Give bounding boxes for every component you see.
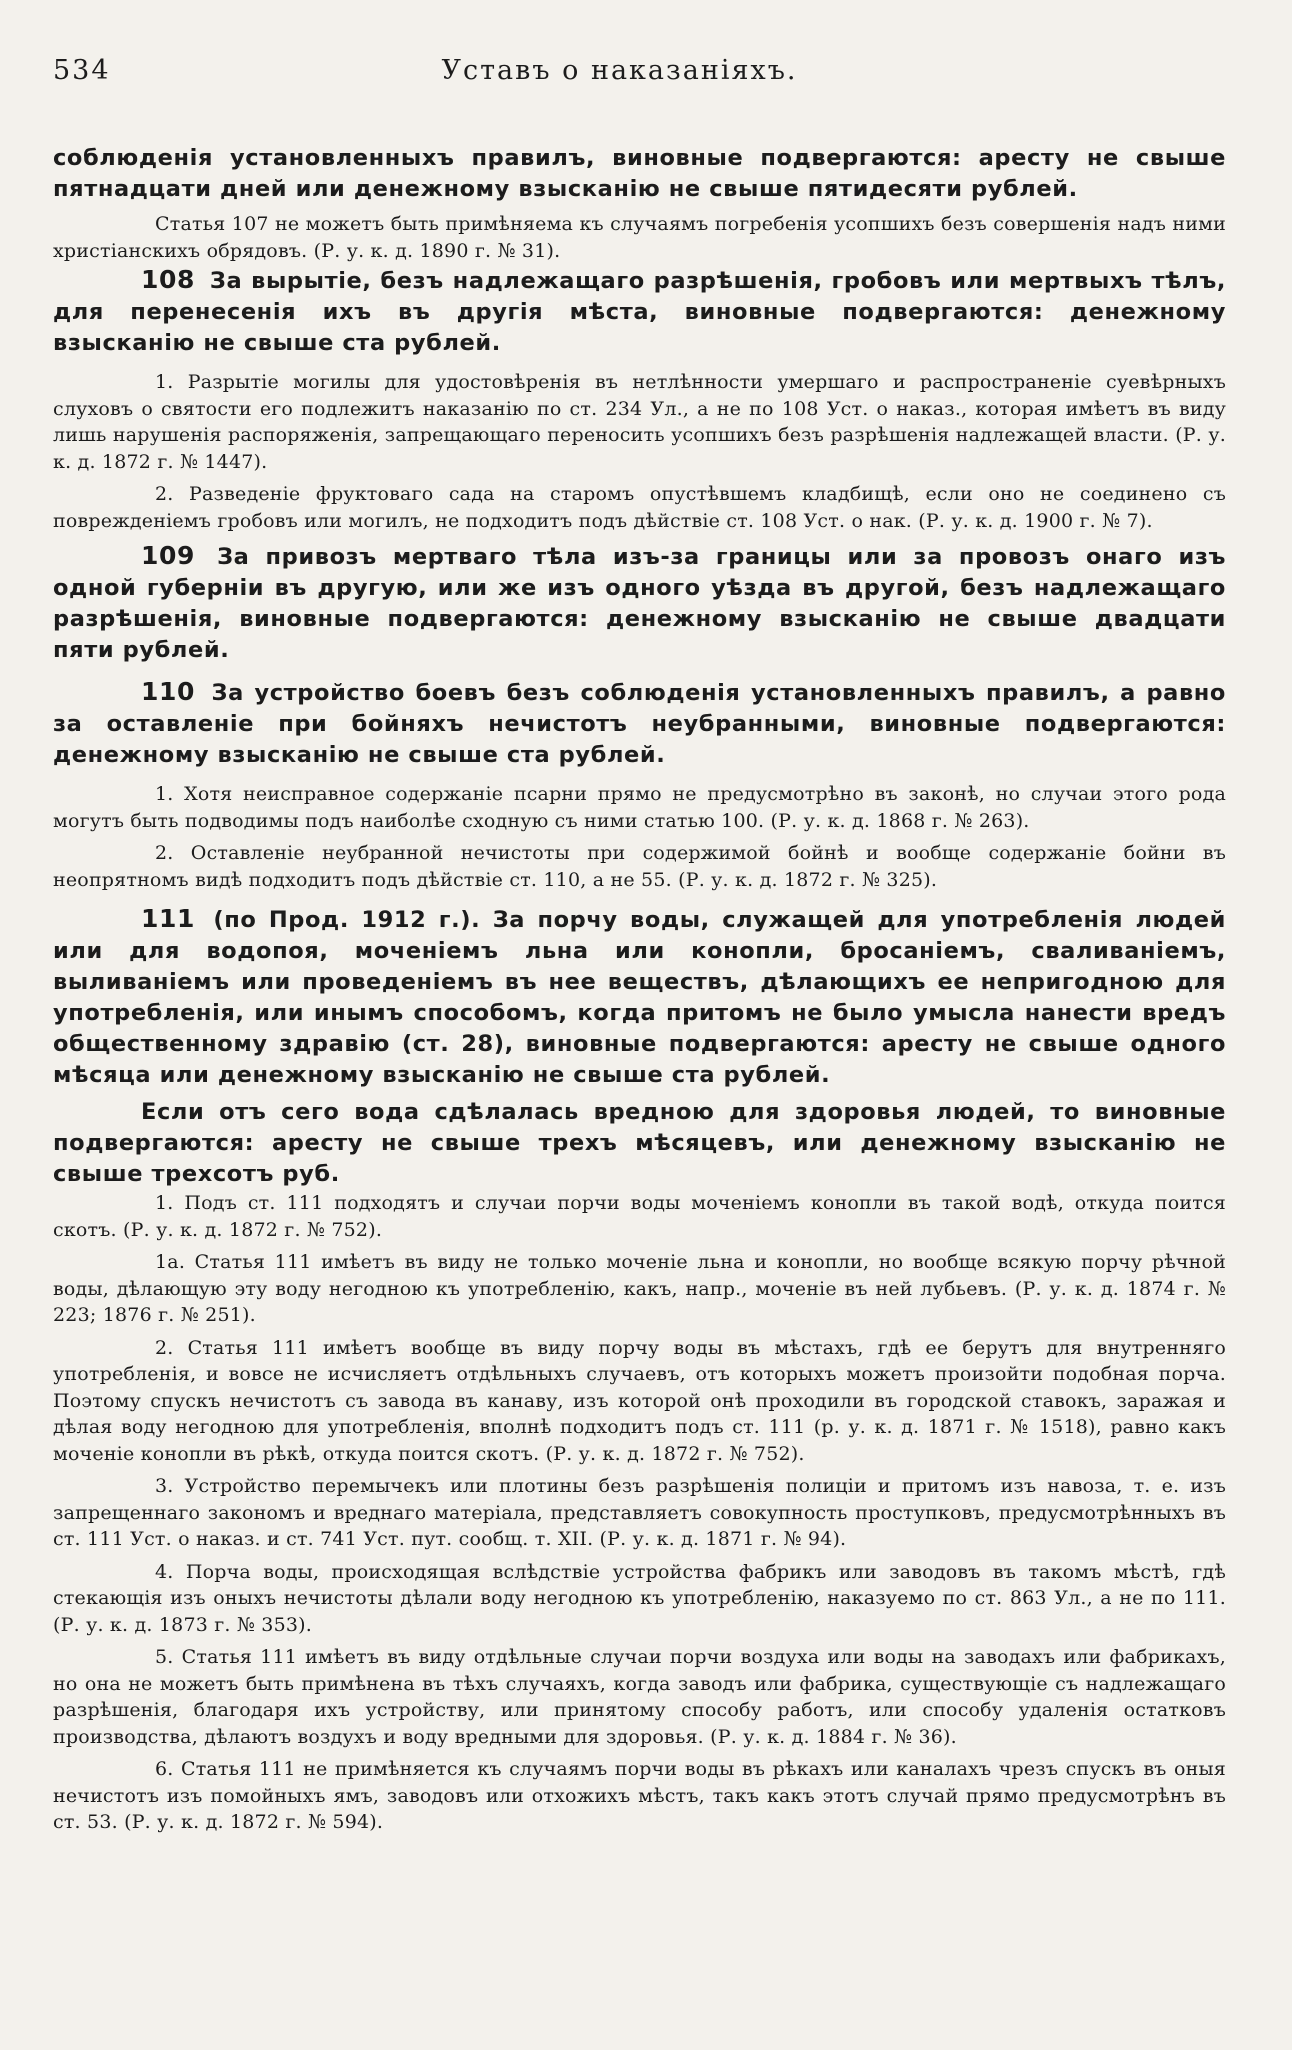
- article-number: 108: [141, 265, 195, 294]
- note-108-2: 2. Разведеніе фруктоваго сада на старомъ опустѣвшемъ кладбищѣ, если оно не соединено съ поврежденіемъ гробовъ или могилъ, не подходитъ подъ дѣйствіе ст. 108 Уст. о нак. (Р. у. к. д. 1900 г. № 7).: [53, 483, 1226, 532]
- note-111-2: 2. Статья 111 имѣетъ вообще въ виду порчу воды въ мѣстахъ, гдѣ ее берутъ для внутренняго употребленія, и вовсе не исчисляетъ отдѣльныхъ случаевъ, отъ которыхъ можетъ произойти подобная порча. Поэтому спускъ нечистотъ съ завода въ канаву, изъ которой онѣ проходили въ городской ставокъ, заражая и дѣлая воду негодною для употребленія, вполнѣ подходитъ подъ ст. 111 (р. у. к. д. 1871 г. № 1518), равно какъ моченіе конопли въ рѣкѣ, откуда поится скотъ. (Р. у. к. д. 1872 г. № 752).: [53, 1336, 1226, 1465]
- note-111-4: 4. Порча воды, происходящая вслѣдствіе устройства фабрикъ или заводовъ въ такомъ мѣстѣ, гдѣ стекающія изъ оныхъ нечистоты дѣлали воду негодною къ употребленію, наказуемо по ст. 863 Ул., а не по 111. (Р. у. к. д. 1873 г. № 353).: [53, 1560, 1226, 1636]
- note-111-5: 5. Статья 111 имѣетъ въ виду отдѣльные случаи порчи воздуха или воды на заводахъ или фабрикахъ, но она не можетъ быть примѣнена въ тѣхъ случаяхъ, когда заводъ или фабрика, существующіе съ надлежащаго разрѣшенія, благодаря ихъ устройству, или принятому способу работъ, или способу удаленія остатковъ производства, дѣлаютъ воздухъ и воду вредными для здоровья. (Р. у. к. д. 1884 г. № 36).: [53, 1646, 1226, 1748]
- article-number: 109: [141, 541, 195, 570]
- article-108: [53, 264, 1226, 359]
- article-111: [53, 903, 1226, 1091]
- note-110-1: 1. Хотя неисправное содержаніе псарни прямо не предусмотрѣно въ законѣ, но случаи этого рода могутъ быть подводимы подъ наиболѣе сходную съ ними статью 100. (Р. у. к. д. 1868 г. № 263).: [53, 783, 1226, 832]
- note-108-1: 1. Разрытіе могилы для удостовѣренія въ нетлѣнности умершаго и распространеніе суевѣрныхъ слуховъ о святости его подлежитъ наказанію по ст. 234 Ул., а не по 108 Уст. о наказ., которая имѣетъ въ виду лишь нарушенія распоряженія, запрещающаго переносить усопшихъ безъ разрѣшенія надлежащей власти. (Р. у. к. д. 1872 г. № 1447).: [53, 371, 1226, 473]
- article-number: 111: [141, 904, 195, 933]
- article-text: За привозъ мертваго тѣла изъ-за границы или за провозъ онаго изъ одной губерніи въ другую, или же изъ одного уѣзда въ другой, безъ надлежащаго разрѣшенія, виновные подвергаются: денежному взысканію не свыше двадцати пяти рублей.: [53, 544, 1226, 663]
- note-110-2: 2. Оставленіе неубранной нечистоты при содержимой бойнѣ и вообще содержаніе бойни въ неопрятномъ видѣ подходитъ подъ дѣйствіе ст. 110, а не 55. (Р. у. к. д. 1872 г. № 325).: [53, 842, 1226, 891]
- note-111-6: 6. Статья 111 не примѣняется къ случаямъ порчи воды въ рѣкахъ или каналахъ чрезъ спускъ въ оныя нечистотъ изъ помойныхъ ямъ, заводовъ или отхожихъ мѣстъ, такъ какъ этотъ случай прямо предусмотрѣнъ въ ст. 53. (Р. у. к. д. 1872 г. № 594).: [53, 1758, 1226, 1833]
- page-number: 534: [53, 55, 111, 86]
- article-text: (по Прод. 1912 г.). За порчу воды, служащей для употребленія людей или для водопоя, моченіемъ льна или конопли, бросаніемъ, сваливаніемъ, выливаніемъ или проведеніемъ въ нее веществъ, дѣлающихъ ее непригодною для употребленія, или инымъ способомъ, когда притомъ не было умысла нанести вредъ общественному здравію (ст. 28), виновные подвергаются: аресту не свыше одного мѣсяца или денежному взысканію не свыше ста рублей.: [53, 907, 1226, 1088]
- page-body: [53, 143, 1226, 1836]
- note-111-3: 3. Устройство перемычекъ или плотины безъ разрѣшенія полиціи и притомъ изъ навоза, т. е. изъ запрещеннаго закономъ и вреднаго матеріала, представляетъ совокупность проступковъ, предусмотрѣнныхъ въ ст. 111 Уст. о наказ. и ст. 741 Уст. пут. сообщ. т. XII. (Р. у. к. д. 1871 г. № 94).: [53, 1475, 1226, 1550]
- article-111-part-2: Если отъ сего вода сдѣлалась вредною для здоровья людей, то виновные подвергаются: аресту не свыше трехъ мѣсяцевъ, или денежному взысканію не свыше трехсотъ руб.: [53, 1099, 1226, 1187]
- note-111-1a: 1а. Статья 111 имѣетъ въ виду не только моченіе льна и конопли, но вообще всякую порчу рѣчной воды, дѣлающую эту воду негодною къ употребленію, какъ, напр., моченіе въ ней лубьевъ. (Р. у. к. д. 1874 г. № 223; 1876 г. № 251).: [53, 1251, 1226, 1326]
- note-111-1: 1. Подъ ст. 111 подходятъ и случаи порчи воды моченіемъ конопли въ такой водѣ, откуда поится скотъ. (Р. у. к. д. 1872 г. № 752).: [53, 1192, 1226, 1241]
- article-text: За вырытіе, безъ надлежащаго разрѣшенія, гробовъ или мертвыхъ тѣлъ, для перенесенія ихъ въ другія мѣста, виновные подвергаются: денежному взысканію не свыше ста рублей.: [53, 268, 1226, 356]
- article-109: [53, 540, 1226, 666]
- page-header: [53, 55, 1226, 107]
- article-110: [53, 676, 1226, 771]
- running-title: Уставъ о наказаніяхъ.: [441, 55, 798, 86]
- article-text: За устройство боевъ безъ соблюденія установленныхъ правилъ, а равно за оставленіе при бойняхъ нечистотъ неубранными, виновные подвергаются: денежному взысканію не свыше ста рублей.: [53, 680, 1226, 768]
- article-number: 110: [141, 677, 195, 706]
- article-107-continuation: соблюденія установленныхъ правилъ, виновные подвергаются: аресту не свыше пятнадцати дней или денежному взысканію не свыше пятидесяти рублей.: [53, 145, 1226, 202]
- note-107: Статья 107 не можетъ быть примѣняема къ случаямъ погребенія усопшихъ безъ совершенія надъ ними христіанскихъ обрядовъ. (Р. у. к. д. 1890 г. № 31).: [53, 213, 1226, 262]
